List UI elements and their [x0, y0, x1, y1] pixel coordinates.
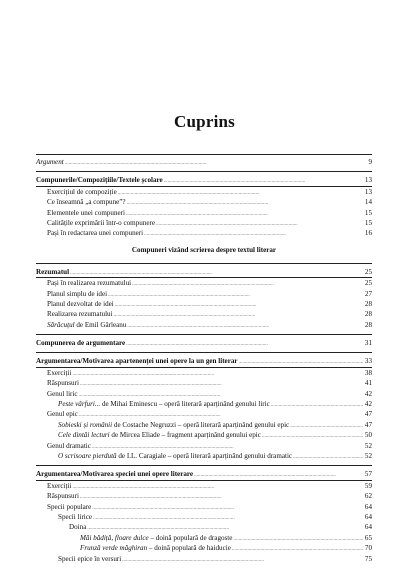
- toc-entry-title: Genul liric: [47, 389, 78, 398]
- toc-entry[interactable]: [36, 228, 372, 238]
- toc-entry[interactable]: [36, 299, 372, 309]
- toc-entry[interactable]: [36, 502, 372, 512]
- toc-entry[interactable]: [36, 389, 372, 399]
- work-title: Sărăcuțul: [47, 320, 75, 329]
- toc-page-number: 9: [368, 158, 372, 166]
- toc-entry[interactable]: [36, 399, 372, 409]
- toc-entry-title: Pași în realizarea rezumatului: [47, 279, 132, 288]
- toc-page-number: 75: [364, 554, 372, 563]
- toc-page-number: 14: [364, 198, 372, 207]
- toc-entry-title: Genul epic: [47, 410, 78, 419]
- toc-entry[interactable]: [36, 368, 372, 378]
- toc-entry[interactable]: [36, 378, 372, 388]
- toc-entry-title: [47, 320, 126, 330]
- toc-leader-dots: [65, 157, 363, 169]
- work-title: Sobieski și românii: [58, 420, 113, 429]
- toc-page-number: 16: [364, 229, 372, 238]
- work-title: Cele dintâi lecturi: [58, 431, 110, 440]
- toc-page-number: 27: [364, 289, 372, 298]
- toc-entry-title: Compunerile/Compozițiile/Textele școlare: [36, 176, 163, 185]
- toc-entry[interactable]: [36, 522, 372, 532]
- toc-entry-title: Exercițiul de compoziție: [47, 187, 117, 196]
- work-author: de Mircea Eliade – fragment aparținând genului epic: [109, 431, 261, 440]
- toc-page-number: 15: [364, 208, 372, 217]
- toc-page-number: 13: [364, 187, 372, 196]
- toc-section-specie[interactable]: [36, 469, 372, 479]
- toc-leader-dots: [293, 451, 363, 463]
- toc-entry[interactable]: [36, 208, 372, 218]
- toc-entry-title: Ce înseamnă „a compune”?: [47, 198, 126, 207]
- toc-entry[interactable]: [36, 554, 372, 564]
- toc-section-rezumatul[interactable]: [36, 267, 372, 277]
- work-title: O scrisoare pierdută: [58, 451, 117, 460]
- toc-page-number: 38: [364, 368, 372, 377]
- work-title: Frunză verde măghiran: [80, 544, 148, 553]
- toc-page-number: 47: [364, 420, 372, 429]
- toc-entry[interactable]: [36, 430, 372, 440]
- toc-entry[interactable]: [36, 491, 372, 501]
- toc-entry-title: [80, 533, 232, 543]
- toc-entry-title: [58, 420, 289, 430]
- toc-section-argumentare[interactable]: [36, 338, 372, 348]
- table-of-contents: [36, 154, 372, 564]
- toc-entry-title: Exerciții: [47, 368, 72, 377]
- toc-section-compunerile[interactable]: [36, 175, 372, 185]
- work-author: de Emil Gârleanu: [74, 320, 127, 329]
- toc-entry[interactable]: [36, 512, 372, 522]
- toc-leader-dots: [122, 554, 363, 566]
- divider: [36, 465, 372, 466]
- toc-entry-title: Calitățile exprimării într-o compunere: [47, 218, 155, 227]
- toc-entry-title: Specii lirice: [58, 512, 93, 521]
- divider: [36, 154, 372, 155]
- work-author: de Costache Negruzzi – operă literară aparținând genului epic: [112, 420, 290, 429]
- work-author: de I.L. Caragiale – operă literară aparținând genului dramatic: [116, 451, 293, 460]
- toc-entry-title: Argument: [36, 158, 64, 166]
- toc-page-number: 42: [364, 389, 372, 398]
- toc-entry[interactable]: [36, 420, 372, 430]
- toc-entry-title: Rezumatul: [36, 267, 70, 276]
- toc-page-number: 28: [364, 320, 372, 329]
- toc-page-number: 28: [364, 310, 372, 319]
- toc-leader-dots: [127, 320, 363, 332]
- toc-page-number: 62: [364, 492, 372, 501]
- toc-page-number: 65: [364, 533, 372, 542]
- toc-leader-dots: [144, 228, 363, 240]
- toc-entry[interactable]: [36, 320, 372, 330]
- toc-page-number: 28: [364, 299, 372, 308]
- toc-page-number: 59: [364, 481, 372, 490]
- toc-entry[interactable]: [36, 278, 372, 288]
- toc-entry-title: Elementele unei compuneri: [47, 208, 126, 217]
- toc-entry-title: Argumentarea/Motivarea speciei unei opere literare: [36, 470, 194, 479]
- toc-entry[interactable]: [36, 187, 372, 197]
- toc-page-number: 31: [364, 339, 372, 348]
- toc-entry-title: Răspunsuri: [47, 492, 79, 501]
- toc-entry-title: [58, 430, 261, 440]
- toc-entry[interactable]: [36, 289, 372, 299]
- toc-entry-title: Răspunsuri: [47, 379, 79, 388]
- toc-page-number: 47: [364, 410, 372, 419]
- toc-entry-title: Pași în redactarea unei compuneri: [47, 229, 144, 238]
- toc-page-number: 64: [364, 523, 372, 532]
- work-author: – doină populară de haiducie: [147, 544, 231, 553]
- toc-page-number: 52: [364, 451, 372, 460]
- divider: [36, 334, 372, 335]
- toc-entry-title: [58, 399, 270, 409]
- toc-entry-title: Genul dramatic: [47, 441, 91, 450]
- toc-entry-title: Exerciții: [47, 481, 72, 490]
- work-author: – doină populară de dragoste: [148, 533, 233, 542]
- divider: [36, 263, 372, 264]
- toc-page-number: 33: [364, 357, 372, 366]
- toc-page-number: 64: [364, 502, 372, 511]
- toc-entry[interactable]: [36, 441, 372, 451]
- work-title: Măi bădiță, floare dulce: [80, 533, 149, 542]
- toc-page-number: 52: [364, 441, 372, 450]
- toc-page-number: 70: [364, 544, 372, 553]
- toc-page-number: 15: [364, 218, 372, 227]
- toc-page-number: 42: [364, 400, 372, 409]
- toc-entry-title: Realizarea rezumatului: [47, 310, 113, 319]
- toc-entry-title: Specii populare: [47, 502, 92, 511]
- divider: [36, 352, 372, 353]
- toc-page-number: 57: [364, 470, 372, 479]
- toc-entry[interactable]: [36, 451, 372, 461]
- toc-page-number: 41: [364, 379, 372, 388]
- toc-entry-argument[interactable]: [36, 157, 372, 167]
- page-title: Cuprins: [174, 112, 235, 131]
- toc-entry-title: [58, 451, 292, 461]
- divider: [36, 171, 372, 172]
- toc-entry-title: [80, 543, 231, 553]
- toc-entry-title: Argumentarea/Motivarea apartenenței unei opere la un gen literar: [36, 357, 238, 366]
- toc-entry[interactable]: [36, 481, 372, 491]
- toc-entry-title: Doina: [69, 523, 87, 532]
- toc-page-number: 25: [364, 279, 372, 288]
- toc-entry[interactable]: [36, 409, 372, 419]
- toc-entry[interactable]: [36, 218, 372, 228]
- toc-section-gen-literar[interactable]: [36, 356, 372, 366]
- toc-page-number: 50: [364, 431, 372, 440]
- toc-entry-title: Specii epice în versuri: [58, 554, 122, 563]
- toc-leader-dots: [126, 338, 363, 350]
- work-title: Peste vârfuri...: [58, 400, 101, 409]
- toc-entry-title: Planul dezvoltat de idei: [47, 299, 114, 308]
- toc-page-number: 64: [364, 512, 372, 521]
- toc-entry[interactable]: [36, 533, 372, 543]
- toc-entry-title: Planul simplu de idei: [47, 289, 108, 298]
- toc-page-number: 13: [364, 176, 372, 185]
- toc-page-number: 25: [364, 267, 372, 276]
- work-author: de Mihai Eminescu – operă literară aparținând genului liric: [100, 400, 270, 409]
- toc-entry[interactable]: [36, 543, 372, 553]
- toc-entry[interactable]: [36, 309, 372, 319]
- toc-group-title: Compuneri vizând scrierea despre textul literar: [131, 245, 277, 254]
- toc-group-heading: [36, 245, 372, 257]
- toc-entry-title: Compunerea de argumentare: [36, 339, 126, 348]
- toc-entry[interactable]: [36, 197, 372, 207]
